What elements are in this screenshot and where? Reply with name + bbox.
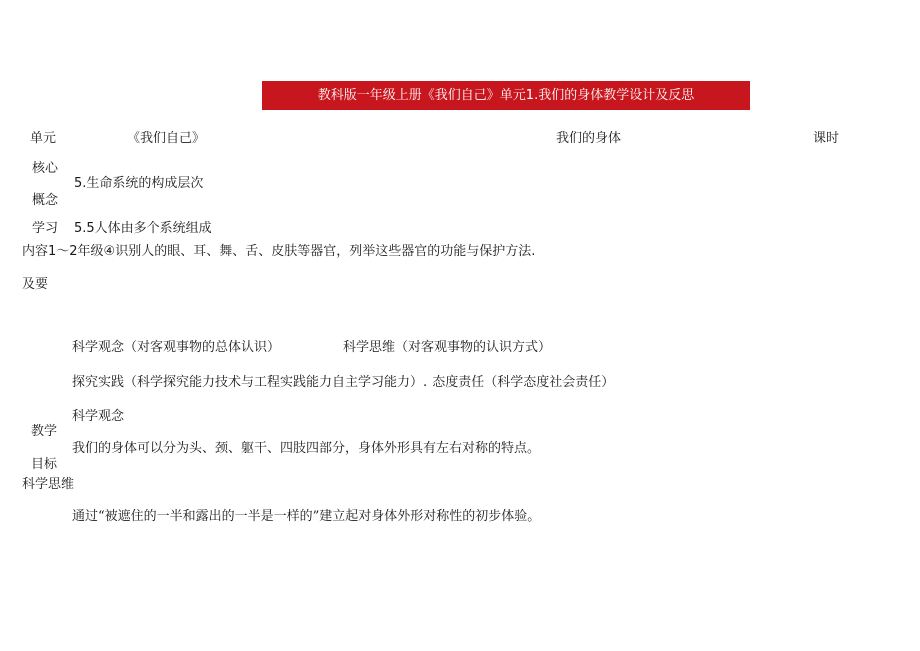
document-title: 教科版一年级上册《我们自己》单元1.我们的身体教学设计及反思 bbox=[317, 88, 695, 103]
science-concept-heading: 科学观念 bbox=[72, 340, 125, 355]
lesson-title: 我们的身体 bbox=[556, 131, 622, 146]
thinking-heading: 科学思维 bbox=[22, 477, 75, 492]
thinking-text: 通过“被遮住的一半和露出的一半是一样的”建立起对身体外形对称性的初步体验。 bbox=[72, 509, 541, 524]
core-concept-label-2: 概念 bbox=[32, 193, 59, 208]
inquiry-practice-heading: 探究实践 bbox=[72, 375, 125, 390]
learning-label-1: 学习 bbox=[32, 221, 59, 236]
goal-row-1b bbox=[343, 336, 551, 355]
science-concept-desc: （对客观事物的总体认识） bbox=[124, 340, 281, 355]
core-concept-label-1: 核心 bbox=[32, 161, 59, 176]
period-label: 课时 bbox=[813, 131, 840, 146]
learning-label-3: 及要 bbox=[22, 277, 49, 292]
learning-value-2: 内容1～2年级④识别人的眼、耳、舞、舌、皮肤等器官，列举这些器官的功能与保护方法. bbox=[22, 244, 536, 259]
learning-value-1: 5.5人体由多个系统组成 bbox=[74, 221, 212, 236]
concept-heading: 科学观念 bbox=[72, 409, 125, 424]
unit-value: 《我们自己》 bbox=[127, 131, 206, 146]
attitude-desc: （科学态度社会责任） bbox=[484, 375, 615, 390]
goals-label-2: 目标 bbox=[31, 457, 58, 472]
goal-row-1 bbox=[72, 336, 280, 355]
concept-text: 我们的身体可以分为头、颈、躯干、四肢四部分，身体外形具有左右对称的特点。 bbox=[72, 441, 541, 456]
science-thinking-desc: （对客观事物的认识方式） bbox=[395, 340, 552, 355]
goal-row-2 bbox=[72, 371, 614, 390]
core-concept-value: 5.生命系统的构成层次 bbox=[74, 176, 204, 191]
science-thinking-heading: 科学思维 bbox=[343, 340, 396, 355]
attitude-heading: 态度责任 bbox=[432, 375, 485, 390]
goals-label-1: 教学 bbox=[31, 424, 58, 439]
unit-label: 单元 bbox=[30, 131, 57, 146]
inquiry-practice-desc: （科学探究能力技术与工程实践能力自主学习能力）. bbox=[124, 375, 428, 390]
document-title-banner bbox=[262, 81, 750, 110]
